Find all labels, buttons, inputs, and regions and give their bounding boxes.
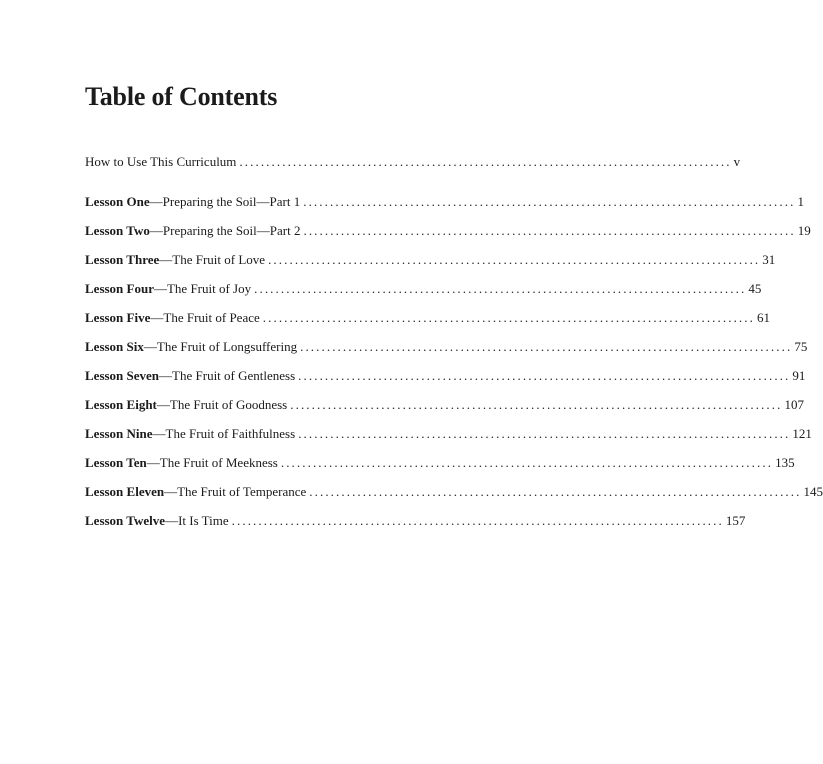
dot-leader: ............................................................................................ (262, 310, 755, 325)
toc-page-number: 121 (792, 426, 812, 441)
lesson-subtitle: —The Fruit of Meekness (146, 455, 278, 470)
lesson-subtitle: —Preparing the Soil—Part 1 (149, 194, 301, 209)
toc-page-number: 157 (725, 513, 746, 528)
lesson-label: Lesson Nine (85, 426, 153, 441)
page-title: Table of Contents (85, 82, 278, 111)
lesson-label: Lesson One (85, 194, 150, 209)
lesson-subtitle: —The Fruit of Peace (150, 310, 260, 325)
lesson-subtitle: —The Fruit of Joy (153, 281, 252, 296)
lesson-label: Lesson Eight (85, 397, 157, 412)
toc-entry-lesson-8 (85, 397, 804, 415)
toc-page-number: v (733, 154, 741, 169)
lesson-label: Lesson Two (85, 223, 150, 238)
lesson-label: Lesson Four (85, 281, 154, 296)
lesson-label: Lesson Eleven (85, 484, 165, 499)
toc-page-number: 107 (784, 397, 804, 412)
toc-page-number: 75 (794, 339, 808, 354)
toc-page-number: 135 (775, 455, 795, 470)
toc-entry-lesson-5 (85, 310, 770, 328)
toc-entry-lesson-3 (85, 252, 776, 270)
toc-entry-lesson-10 (85, 455, 795, 473)
toc-entry-lesson-11 (85, 484, 823, 502)
toc-entry-intro (85, 154, 741, 172)
lesson-subtitle: —The Fruit of Faithfulness (152, 426, 296, 441)
toc-page-number: 19 (797, 223, 811, 238)
dot-leader: ............................................................................................ (298, 426, 791, 441)
dot-leader: ............................................................................................ (298, 368, 791, 383)
dot-leader: ............................................................................................ (309, 484, 802, 499)
dot-leader: ............................................................................................ (280, 455, 774, 470)
dot-leader: ............................................................................................ (231, 513, 724, 528)
lesson-label: Lesson Three (85, 252, 160, 267)
toc-entry-lesson-6 (85, 339, 808, 357)
toc-entry-lesson-9 (85, 426, 812, 444)
lesson-subtitle: —The Fruit of Love (159, 252, 266, 267)
lesson-label: Lesson Six (85, 339, 144, 354)
toc-entry-lesson-1 (85, 194, 804, 212)
lesson-subtitle: —The Fruit of Gentleness (159, 368, 296, 383)
toc-entry-title: How to Use This Curriculum (85, 154, 237, 169)
dot-leader: ............................................................................................ (254, 281, 747, 296)
dot-leader: ............................................................................................ (303, 194, 796, 209)
dot-leader: ............................................................................................ (268, 252, 761, 267)
dot-leader: ............................................................................................ (290, 397, 783, 412)
toc-page-number: 91 (792, 368, 806, 383)
lesson-label: Lesson Twelve (85, 513, 166, 528)
toc-page-number: 45 (748, 281, 762, 296)
toc-entry-lesson-12 (85, 513, 746, 531)
dot-leader: ............................................................................................ (300, 339, 793, 354)
dot-leader: ............................................................................................ (239, 154, 732, 169)
toc-entry-lesson-4 (85, 281, 762, 299)
toc-page-number: 145 (803, 484, 823, 499)
toc-entry-lesson-7 (85, 368, 806, 386)
lesson-subtitle: —The Fruit of Temperance (164, 484, 307, 499)
dot-leader: ............................................................................................ (303, 223, 796, 238)
lesson-label: Lesson Seven (85, 368, 160, 383)
toc-page-number: 1 (797, 194, 804, 209)
lesson-subtitle: —Preparing the Soil—Part 2 (149, 223, 301, 238)
toc-page-number: 61 (756, 310, 770, 325)
lesson-subtitle: —The Fruit of Goodness (156, 397, 288, 412)
lesson-label: Lesson Ten (85, 455, 147, 470)
toc-page-number: 31 (762, 252, 776, 267)
lesson-subtitle: —The Fruit of Longsuffering (143, 339, 298, 354)
toc-entry-lesson-2 (85, 223, 811, 241)
lesson-label: Lesson Five (85, 310, 151, 325)
lesson-subtitle: —It Is Time (165, 513, 229, 528)
